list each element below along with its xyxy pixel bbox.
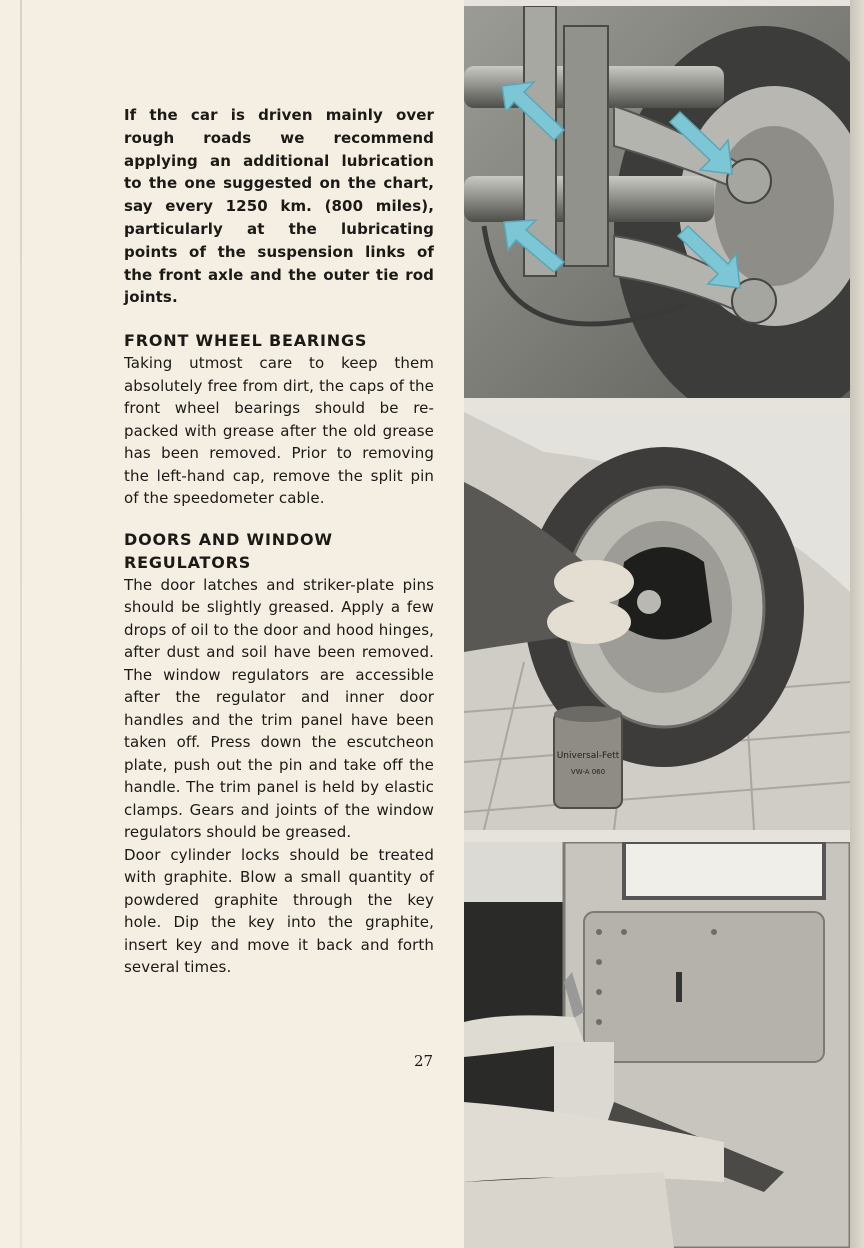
- photo-front-wheel-bearing: [464, 412, 850, 830]
- heading-front-wheel-bearings: FRONT WHEEL BEARINGS: [124, 331, 368, 351]
- door-cylinder-locks-text: Door cylinder locks should be treated with graphite. Blow a small quantity of powdered graphite through the key hole. Dip the key into the graphite, insert key and move it back and forth several times.: [124, 845, 434, 977]
- front-wheel-bearings-text: Taking utmost care to keep them absolutely free from dirt, the caps of the front wheel bearings should be re-packed with grease after the old grease has been removed. Prior to removing the left-hand cap, remove the split pin of the speedometer cable.: [124, 354, 434, 508]
- door-illustration: [464, 842, 850, 1248]
- front-axle-illustration: [464, 6, 850, 398]
- page-edge: [850, 0, 864, 1248]
- page-number: 27: [414, 1052, 434, 1070]
- grease-tin-code: VW-A 060: [570, 768, 606, 776]
- text-column: [124, 104, 434, 997]
- photo-front-axle-suspension: [464, 6, 850, 398]
- page-gutter: [20, 0, 22, 1248]
- grease-tin-label: Universal-Fett: [556, 751, 620, 761]
- heading-doors-window-regulators: DOORS AND WINDOW REGULATORS: [124, 529, 333, 572]
- doors-window-regulators-text: The door latches and striker-plate pins should be slightly greased. Apply a few drops of oil to the door and hood hinges, after dust and soil have been removed. The window regulators are accessible after the regulator and inner door handles and the trim panel have been taken off. Press down the escutcheon plate, push out the pin and take off the handle. The trim panel is held by elastic clamps. Gears and joints of the window regulators should be greased.: [124, 575, 434, 842]
- photo-door-window-regulator: [464, 842, 850, 1248]
- wheel-illustration: [464, 412, 850, 830]
- intro-paragraph: If the car is driven mainly over rough roads we recommend applying an additional lubrication to the one suggested on the chart, say every 1250 km. (800 miles), particularly at the lubricating points of the suspension links of the front axle and the outer tie rod joints.: [124, 106, 434, 307]
